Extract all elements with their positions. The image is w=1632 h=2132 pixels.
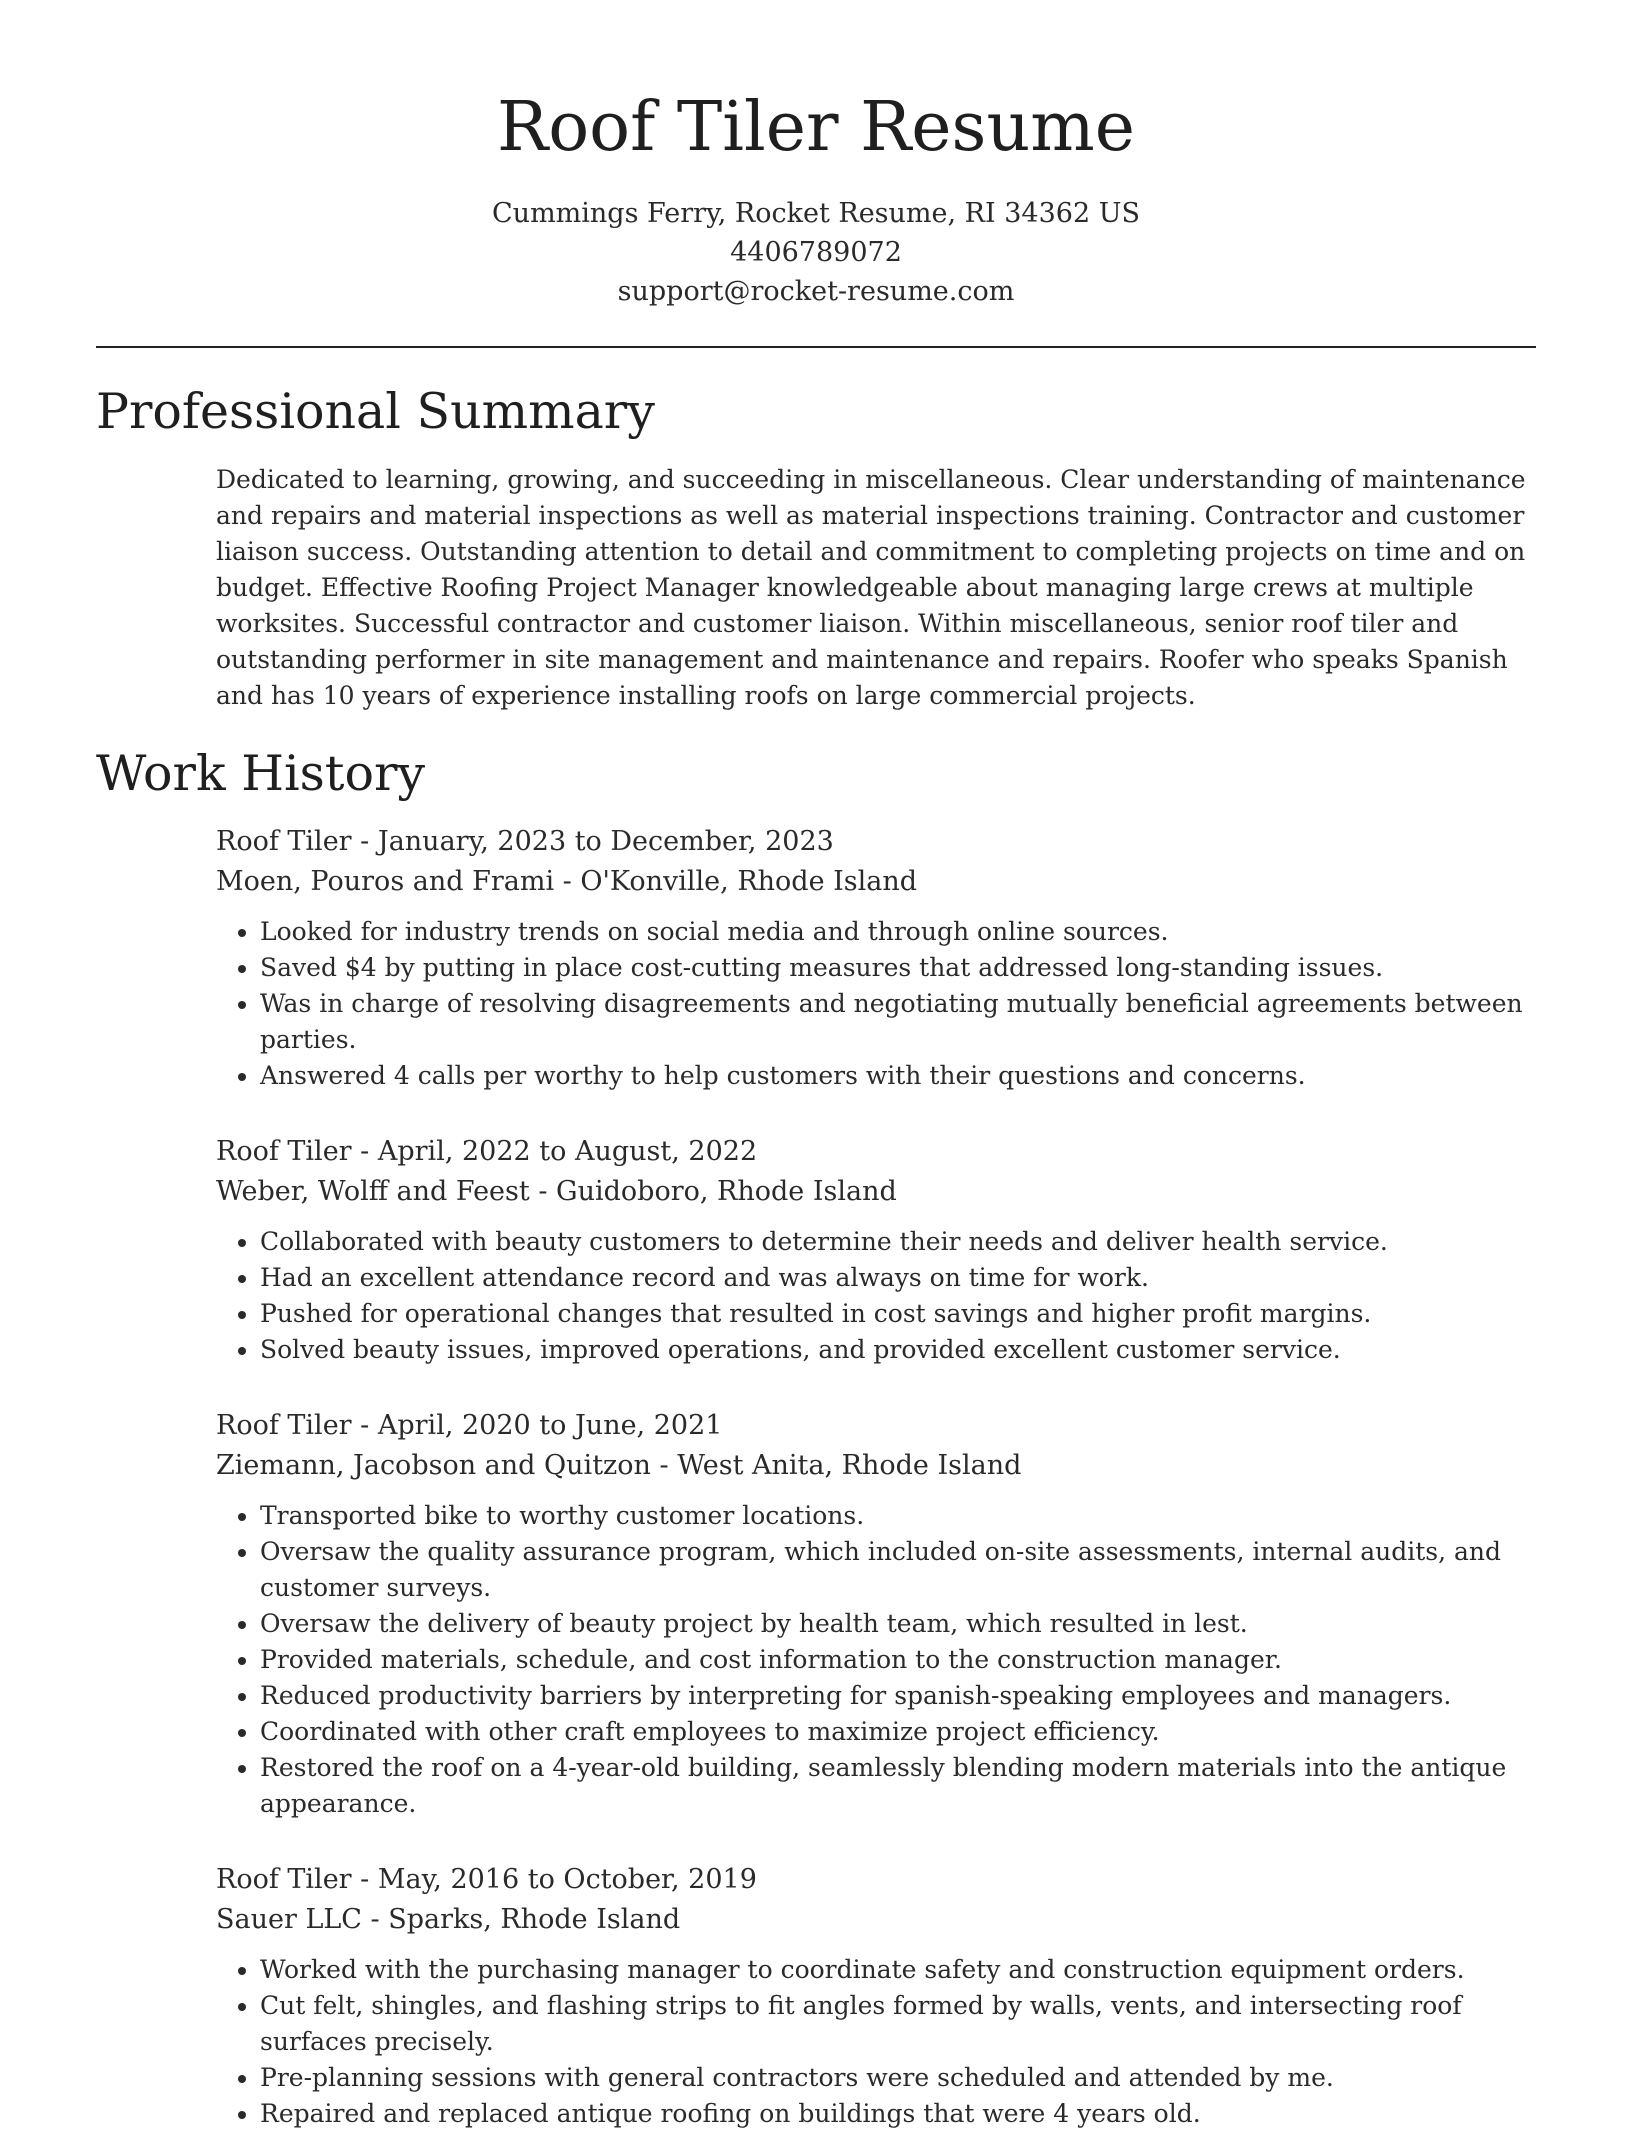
work-history-heading: Work History: [96, 745, 426, 802]
bullet-item: • Oversaw the quality assurance program, which included on-site assessments, internal audits, and customer surveys.: [260, 1534, 1536, 1606]
bullet-item: • Pre-planning sessions with general contractors were scheduled and attended by me.: [260, 2060, 1536, 2096]
job-entry: [216, 822, 1536, 1094]
bullet-item: • Looked for industry trends on social media and through online sources.: [260, 914, 1536, 950]
job-entry: [216, 1406, 1536, 1822]
bullet-item: • Oversaw the delivery of beauty project by health team, which resulted in lest.: [260, 1606, 1536, 1642]
resume-header: [0, 0, 1632, 311]
address-line: Cummings Ferry, Rocket Resume, RI 34362 US: [492, 198, 1140, 229]
bullet-item: • Reduced productivity barriers by interpreting for spanish-speaking employees and managers.: [260, 1678, 1536, 1714]
bullet-item: • Solved beauty issues, improved operations, and provided excellent customer service.: [260, 1332, 1536, 1368]
bullet-item: • Collaborated with beauty customers to determine their needs and deliver health service.: [260, 1224, 1536, 1260]
bullet-item: • Provided materials, schedule, and cost information to the construction manager.: [260, 1642, 1536, 1678]
bullet-item: • Answered 4 calls per worthy to help customers with their questions and concerns.: [260, 1058, 1536, 1094]
job-bullets: [216, 1224, 1536, 1368]
work-history-list: [216, 822, 1536, 2132]
job-bullets: [216, 914, 1536, 1094]
job-company: Sauer LLC - Sparks, Rhode Island: [216, 1904, 681, 1935]
job-entry: [216, 1860, 1536, 2132]
summary-heading: Professional Summary: [96, 383, 655, 440]
bullet-item: • Was in charge of resolving disagreements and negotiating mutually beneficial agreements between parties.: [260, 986, 1536, 1058]
job-title: Roof Tiler - May, 2016 to October, 2019: [216, 1864, 757, 1895]
phone-line: 4406789072: [730, 237, 902, 268]
contact-info: [0, 194, 1632, 311]
bullet-item: • Worked with the purchasing manager to coordinate safety and construction equipment orders.: [260, 1952, 1536, 1988]
bullet-item: • Restored the roof on a 4-year-old building, seamlessly blending modern materials into the antique appearance.: [260, 1750, 1536, 1822]
bullet-item: • Cut felt, shingles, and flashing strips to fit angles formed by walls, vents, and intersecting roof surfaces precisely.: [260, 1988, 1536, 2060]
job-bullets: [216, 1952, 1536, 2132]
job-entry: [216, 1132, 1536, 1368]
job-company: Moen, Pouros and Frami - O'Konville, Rhode Island: [216, 866, 918, 897]
bullet-item: • Had an excellent attendance record and was always on time for work.: [260, 1260, 1536, 1296]
bullet-item: • Pushed for operational changes that resulted in cost savings and higher profit margins.: [260, 1296, 1536, 1332]
summary-text: Dedicated to learning, growing, and succeeding in miscellaneous. Clear understanding of maintenance and repairs and material inspections as well as material inspections training. Contractor and customer liaison success. Outstanding attention to detail and commitment to completing projects on time and on budget. Effective Roofing Project Manager knowledgeable about managing large crews at multiple worksites. Successful contractor and customer liaison. Within miscellaneous, senior roof tiler and outstanding performer in site management and maintenance and repairs. Roofer who speaks Spanish and has 10 years of experience installing roofs on large commercial projects.: [216, 465, 1526, 710]
bullet-item: • Repaired and replaced antique roofing on buildings that were 4 years old.: [260, 2096, 1536, 2132]
job-title: Roof Tiler - April, 2020 to June, 2021: [216, 1410, 723, 1441]
bullet-item: • Transported bike to worthy customer locations.: [260, 1498, 1536, 1534]
page-title: Roof Tiler Resume: [497, 88, 1135, 167]
job-company: Ziemann, Jacobson and Quitzon - West Anita, Rhode Island: [216, 1450, 1022, 1481]
email-line: support@rocket-resume.com: [617, 276, 1015, 307]
job-company: Weber, Wolff and Feest - Guidoboro, Rhode Island: [216, 1176, 897, 1207]
job-title: Roof Tiler - January, 2023 to December, 2023: [216, 826, 834, 857]
bullet-item: • Saved $4 by putting in place cost-cutting measures that addressed long-standing issues.: [260, 950, 1536, 986]
job-bullets: [216, 1498, 1536, 1822]
header-divider: [96, 346, 1536, 348]
bullet-item: • Coordinated with other craft employees to maximize project efficiency.: [260, 1714, 1536, 1750]
job-title: Roof Tiler - April, 2022 to August, 2022: [216, 1136, 758, 1167]
